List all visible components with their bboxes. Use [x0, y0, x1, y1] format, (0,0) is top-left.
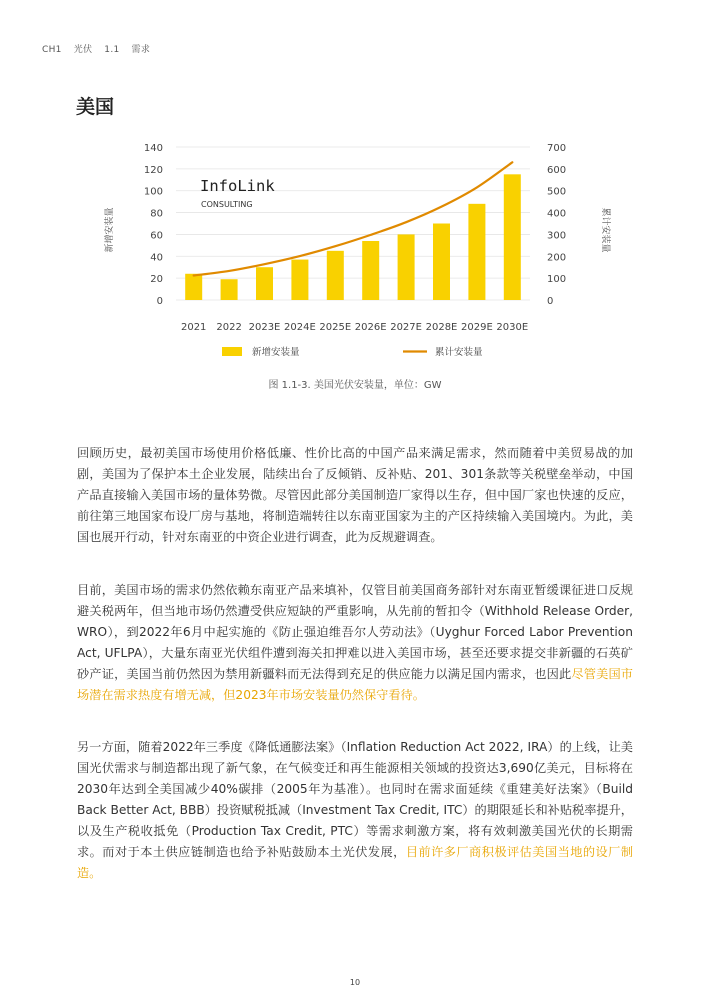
- header-chapter: CH1: [42, 45, 62, 55]
- bar-2030E: [504, 174, 521, 300]
- paragraph-history: [77, 443, 633, 548]
- y2-tick-label: 200: [547, 252, 567, 264]
- figure-caption: 图 1.1-3. 美国光伏安装量，单位：GW: [268, 380, 442, 391]
- x-tick-label: 2021: [180, 322, 207, 333]
- y-tick-label: 60: [150, 230, 163, 242]
- y2-tick-label: 300: [547, 230, 567, 242]
- bar-2024E: [291, 260, 308, 300]
- x-tick-label: 2027E: [390, 322, 422, 333]
- y2-tick-label: 500: [547, 186, 567, 198]
- y-tick-label: 20: [150, 274, 163, 286]
- installation-chart: [0, 130, 710, 370]
- x-tick-label: 2023E: [248, 322, 281, 333]
- bar-2022: [221, 279, 238, 300]
- paragraph-current-market: [77, 580, 633, 706]
- y-tick-label: 140: [143, 143, 163, 154]
- page-number: 10: [349, 978, 361, 987]
- y2-tick-label: 400: [547, 208, 567, 220]
- highlight-local-manufacturing: 目前许多厂商积极评估美国当地的设厂制造。: [77, 845, 634, 880]
- y-axis-label: 新增安装量: [105, 207, 115, 253]
- y2-tick-label: 100: [547, 274, 567, 286]
- paragraph-history-text: 回顾历史，最初美国市场使用价格低廉、性价比高的中国产品来满足需求，然而随着中美贸易战的加剧，美国为了保护本土企业发展，陆续出台了反倾销、反补贴、201、301条款等关税壁垒举动，中国产品直接输入美国市场的量体势微。尽管因此部分美国制造厂家得以生存，但中国厂家也快速的反应，前往第三地国家布设厂房与基地，将制造端转往以东南亚国家为主的产区持续输入美国境内。为此，美国也展开行动，针对东南亚的中资企业进行调查，此为反规避调查。: [77, 446, 633, 544]
- y-tick-label: 40: [150, 252, 163, 264]
- page-header: [42, 42, 162, 55]
- bar-2028E: [433, 224, 450, 301]
- bar-2021: [185, 274, 202, 300]
- y-tick-label: 100: [143, 186, 163, 198]
- bar-2025E: [327, 251, 344, 300]
- paragraph-ira-policy: [77, 737, 633, 884]
- x-tick-label: 2028E: [425, 322, 458, 333]
- x-tick-label: 2022: [216, 322, 242, 333]
- bar-2027E: [398, 234, 415, 300]
- watermark-subtitle: CONSULTING: [201, 200, 253, 209]
- header-section-title: 需求: [131, 45, 151, 55]
- bar-2029E: [468, 204, 485, 300]
- bar-2026E: [362, 241, 379, 300]
- header-chapter-title: 光伏: [73, 45, 93, 55]
- y-tick-label: 120: [143, 164, 163, 176]
- y2-tick-label: 700: [547, 143, 567, 154]
- y2-tick-label: 0: [547, 296, 554, 307]
- watermark-logo: InfoLink: [200, 177, 275, 195]
- legend-line-label: 累计安装量: [435, 347, 483, 358]
- section-title: 美国: [76, 96, 115, 118]
- paragraph-ira-policy-text: 另一方面，随着2022年三季度《降低通膨法案》（Inflation Reduction Act 2022, IRA）的上线，让美国光伏需求与制造都出现了新气象，在气候变迁和再生能源相关领域的投资达3,690亿美元，目标将在2030年达到全美国减少40%碳排（2005年为基准）。也同时在需求面延续《重建美好法案》（Build Back Better Act, BBB）投资赋税抵减（Investment Tax Credit, ITC）的期限延长和补贴税率提升，以及生产税收抵免（Production Tax Credit, PTC）等需求刺激方案，将有效刺激美国光伏的长期需求。而对于本土供应链制造也给予补贴鼓励本土光伏发展，: [77, 740, 633, 859]
- x-tick-label: 2025E: [319, 322, 352, 333]
- y2-tick-label: 600: [547, 164, 567, 176]
- y-tick-label: 80: [150, 208, 163, 220]
- header-section-number: 1.1: [104, 45, 120, 55]
- x-tick-label: 2024E: [284, 322, 316, 333]
- legend-bar-swatch: [222, 347, 242, 356]
- x-tick-label: 2026E: [354, 322, 387, 333]
- legend-bar-label: 新增安装量: [252, 347, 300, 358]
- x-tick-label: 2029E: [461, 322, 493, 333]
- y2-axis-label: 累计安装量: [600, 207, 610, 253]
- highlight-market-outlook: 尽管美国市场潜在需求热度有增无减，但2023年市场安装量仍然保守看待。: [77, 667, 633, 702]
- bar-2023E: [256, 267, 273, 300]
- paragraph-current-market-text: 目前，美国市场的需求仍然依赖东南亚产品来填补，仅管目前美国商务部针对东南亚暂缓课征进口反规避关税两年，但当地市场仍然遭受供应短缺的严重影响，从先前的暂扣令（Withhold Release Order, WRO），到2022年6月中起实施的《防止强迫维吾尔人劳动法》（Uyghur Forced Labor Prevention Act, UFLPA），大量东南亚光伏组件遭到海关扣押难以进入美国市场，甚至还要求提交非新疆的石英矿砂产证，美国当前仍然因为禁用新疆料而无法得到充足的供应能力以满足国内需求，也因此: [77, 583, 633, 681]
- y-tick-label: 0: [156, 296, 163, 307]
- x-tick-label: 2030E: [496, 322, 529, 333]
